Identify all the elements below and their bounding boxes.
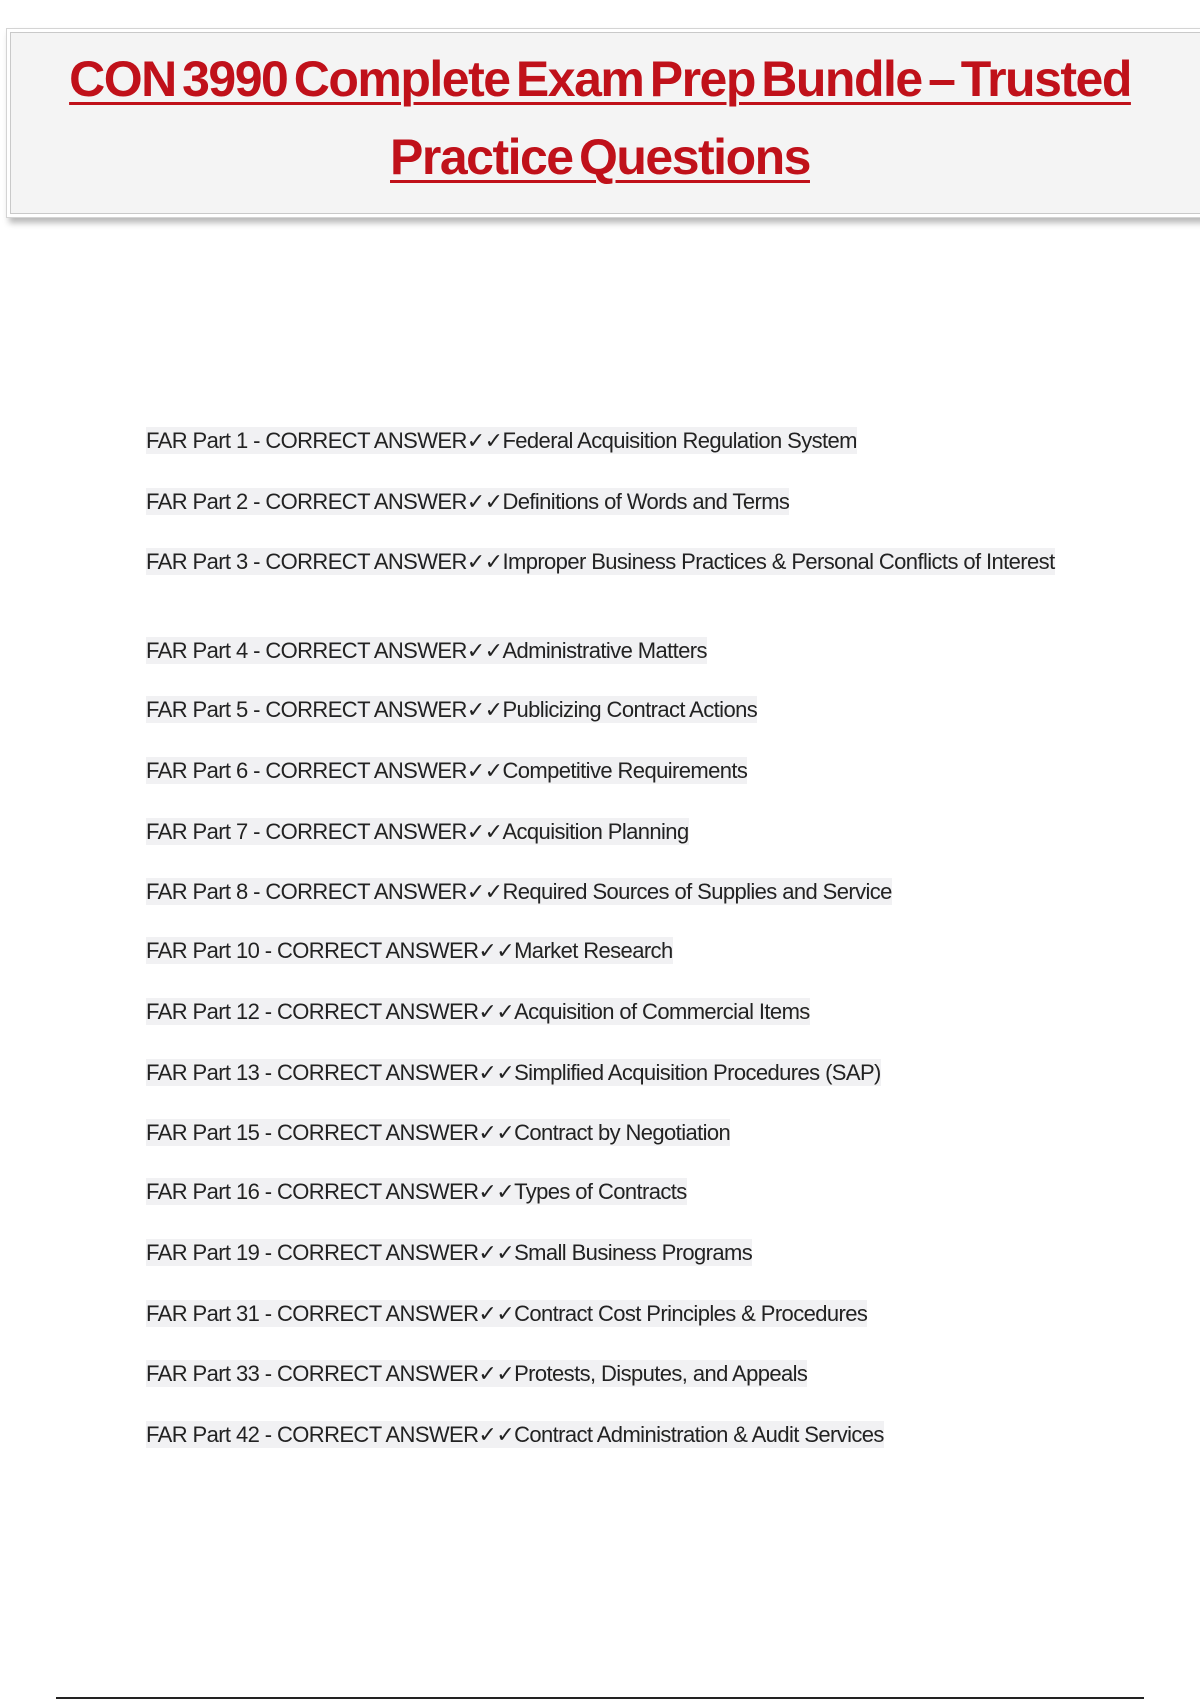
qa-item-text: FAR Part 13 - CORRECT ANSWER✓✓Simplified Acquisition Procedures (SAP)	[146, 1060, 881, 1085]
qa-item	[146, 487, 1086, 516]
footer-divider	[56, 1697, 1144, 1699]
qa-item	[146, 1058, 1086, 1087]
qa-item	[146, 636, 1086, 665]
qa-item-text: FAR Part 8 - CORRECT ANSWER✓✓Required Sources of Supplies and Service	[146, 879, 892, 904]
qa-item	[146, 1118, 1086, 1147]
qa-item-text: FAR Part 6 - CORRECT ANSWER✓✓Competitive Requirements	[146, 758, 748, 783]
qa-item-text: FAR Part 33 - CORRECT ANSWER✓✓Protests, Disputes, and Appeals	[146, 1361, 808, 1386]
document-title-line-2: Practice Questions	[390, 129, 810, 185]
qa-item	[146, 547, 1086, 576]
qa-item-text: FAR Part 31 - CORRECT ANSWER✓✓Contract Cost Principles & Procedures	[146, 1301, 868, 1326]
qa-item	[146, 1359, 1086, 1388]
qa-item-text: FAR Part 7 - CORRECT ANSWER✓✓Acquisition Planning	[146, 819, 689, 844]
qa-item-text: FAR Part 4 - CORRECT ANSWER✓✓Administrative Matters	[146, 638, 707, 663]
qa-item	[146, 1299, 1086, 1328]
qa-item	[146, 426, 1086, 455]
qa-item	[146, 1177, 1086, 1206]
qa-item	[146, 1420, 1086, 1449]
qa-item-text: FAR Part 19 - CORRECT ANSWER✓✓Small Business Programs	[146, 1240, 753, 1265]
qa-item-text: FAR Part 12 - CORRECT ANSWER✓✓Acquisition of Commercial Items	[146, 999, 810, 1024]
qa-item	[146, 695, 1086, 724]
qa-item-text: FAR Part 1 - CORRECT ANSWER✓✓Federal Acquisition Regulation System	[146, 428, 857, 453]
qa-item	[146, 1238, 1086, 1267]
qa-item-text: FAR Part 3 - CORRECT ANSWER✓✓Improper Business Practices & Personal Conflicts of Interest	[146, 549, 1055, 574]
qa-item	[146, 756, 1086, 785]
qa-item	[146, 997, 1086, 1026]
qa-item-text: FAR Part 16 - CORRECT ANSWER✓✓Types of Contracts	[146, 1179, 687, 1204]
qa-item	[146, 877, 1086, 906]
qa-item	[146, 936, 1086, 965]
qa-item-text: FAR Part 15 - CORRECT ANSWER✓✓Contract by Negotiation	[146, 1120, 731, 1145]
qa-item	[146, 817, 1086, 846]
document-title-line-1: CON 3990 Complete Exam Prep Bundle – Trusted	[69, 51, 1131, 107]
qa-item-text: FAR Part 42 - CORRECT ANSWER✓✓Contract Administration & Audit Services	[146, 1422, 884, 1447]
qa-item-text: FAR Part 2 - CORRECT ANSWER✓✓Definitions of Words and Terms	[146, 489, 790, 514]
qa-item-text: FAR Part 10 - CORRECT ANSWER✓✓Market Research	[146, 938, 673, 963]
qa-item-text: FAR Part 5 - CORRECT ANSWER✓✓Publicizing Contract Actions	[146, 697, 758, 722]
